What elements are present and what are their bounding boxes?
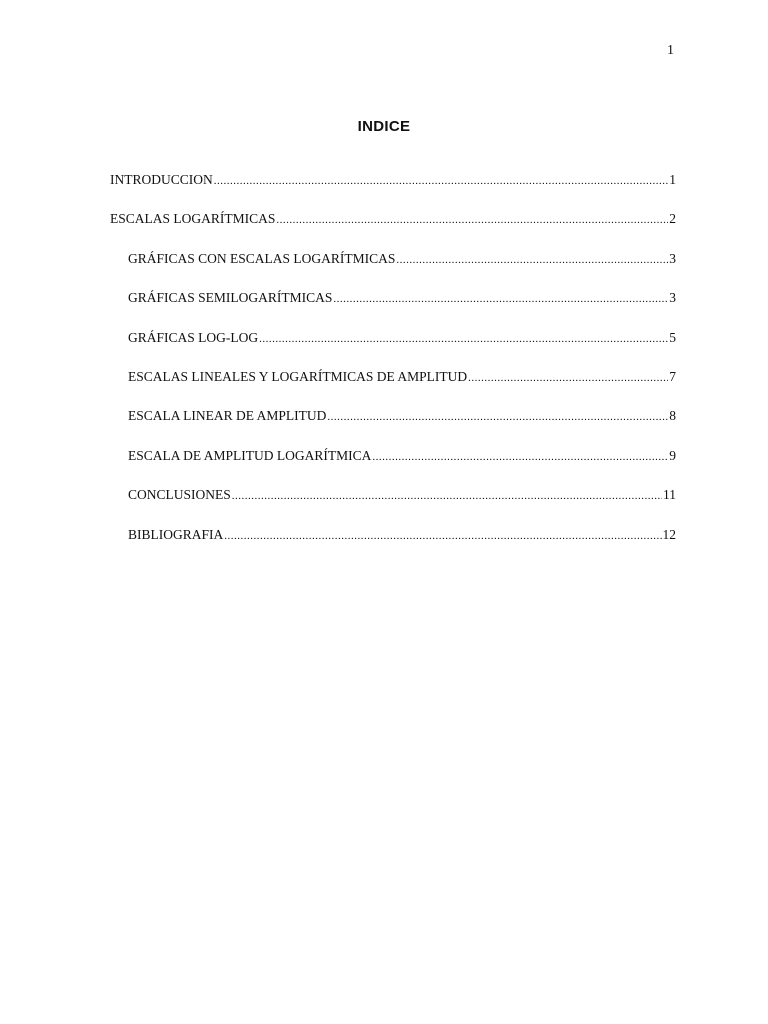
toc-entry-page: 8 (669, 408, 676, 424)
page-number: 1 (667, 43, 674, 58)
toc-entry-escalas-lineales-y-logaritmicas[interactable] (110, 369, 676, 408)
toc-entry-label: ESCALA DE AMPLITUD LOGARÍTMICA (128, 447, 372, 463)
toc-entry-escalas-logaritmicas[interactable] (110, 211, 676, 250)
toc-entry-page: 3 (669, 290, 676, 306)
toc-dot-leader (396, 254, 668, 266)
toc-entry-page: 1 (669, 172, 676, 187)
toc-entry-label: GRÁFICAS CON ESCALAS LOGARÍTMICAS (128, 250, 396, 266)
toc-entry-label: BIBLIOGRAFIA (128, 526, 224, 542)
toc-entry-graficas-con-escalas-logaritmicas[interactable] (110, 251, 676, 290)
toc-dot-leader (372, 451, 668, 463)
toc-entry-label: GRÁFICAS SEMILOGARÍTMICAS (128, 290, 333, 306)
toc-entry-label: INTRODUCCION (110, 172, 213, 187)
page-title: INDICE (357, 118, 411, 135)
toc-entry-label: GRÁFICAS LOG-LOG (128, 329, 259, 345)
toc-entry-page: 12 (662, 526, 676, 542)
toc-entry-label: CONCLUSIONES (128, 487, 231, 503)
toc-entry-page: 11 (663, 487, 676, 503)
toc-entry-escala-de-amplitud-logaritmica[interactable] (110, 448, 676, 487)
toc-entry-page: 9 (669, 447, 676, 463)
toc-entry-page: 5 (669, 329, 676, 345)
toc-entry-bibliografia[interactable] (110, 527, 676, 566)
toc-entry-label: ESCALA LINEAR DE AMPLITUD (128, 408, 327, 424)
toc-entry-introduccion[interactable] (110, 172, 676, 211)
toc-entry-graficas-semilogaritmicas[interactable] (110, 290, 676, 329)
toc-dot-leader (468, 372, 668, 384)
toc-dot-leader (327, 411, 668, 423)
toc-entry-page: 3 (669, 250, 676, 266)
toc-entry-label: ESCALAS LINEALES Y LOGARÍTMICAS DE AMPLITUD (128, 368, 468, 384)
table-of-contents (110, 172, 676, 566)
toc-entry-label: ESCALAS LOGARÍTMICAS (110, 211, 276, 227)
toc-dot-leader (232, 490, 662, 502)
toc-entry-page: 2 (669, 211, 676, 227)
toc-entry-escala-linear-de-amplitud[interactable] (110, 408, 676, 447)
toc-dot-leader (259, 333, 668, 345)
toc-dot-leader (276, 214, 668, 226)
toc-dot-leader (214, 175, 669, 187)
toc-entry-conclusiones[interactable] (110, 487, 676, 526)
toc-dot-leader (333, 293, 668, 305)
toc-dot-leader (224, 530, 661, 542)
toc-entry-graficas-log-log[interactable] (110, 330, 676, 369)
toc-entry-page: 7 (669, 368, 676, 384)
